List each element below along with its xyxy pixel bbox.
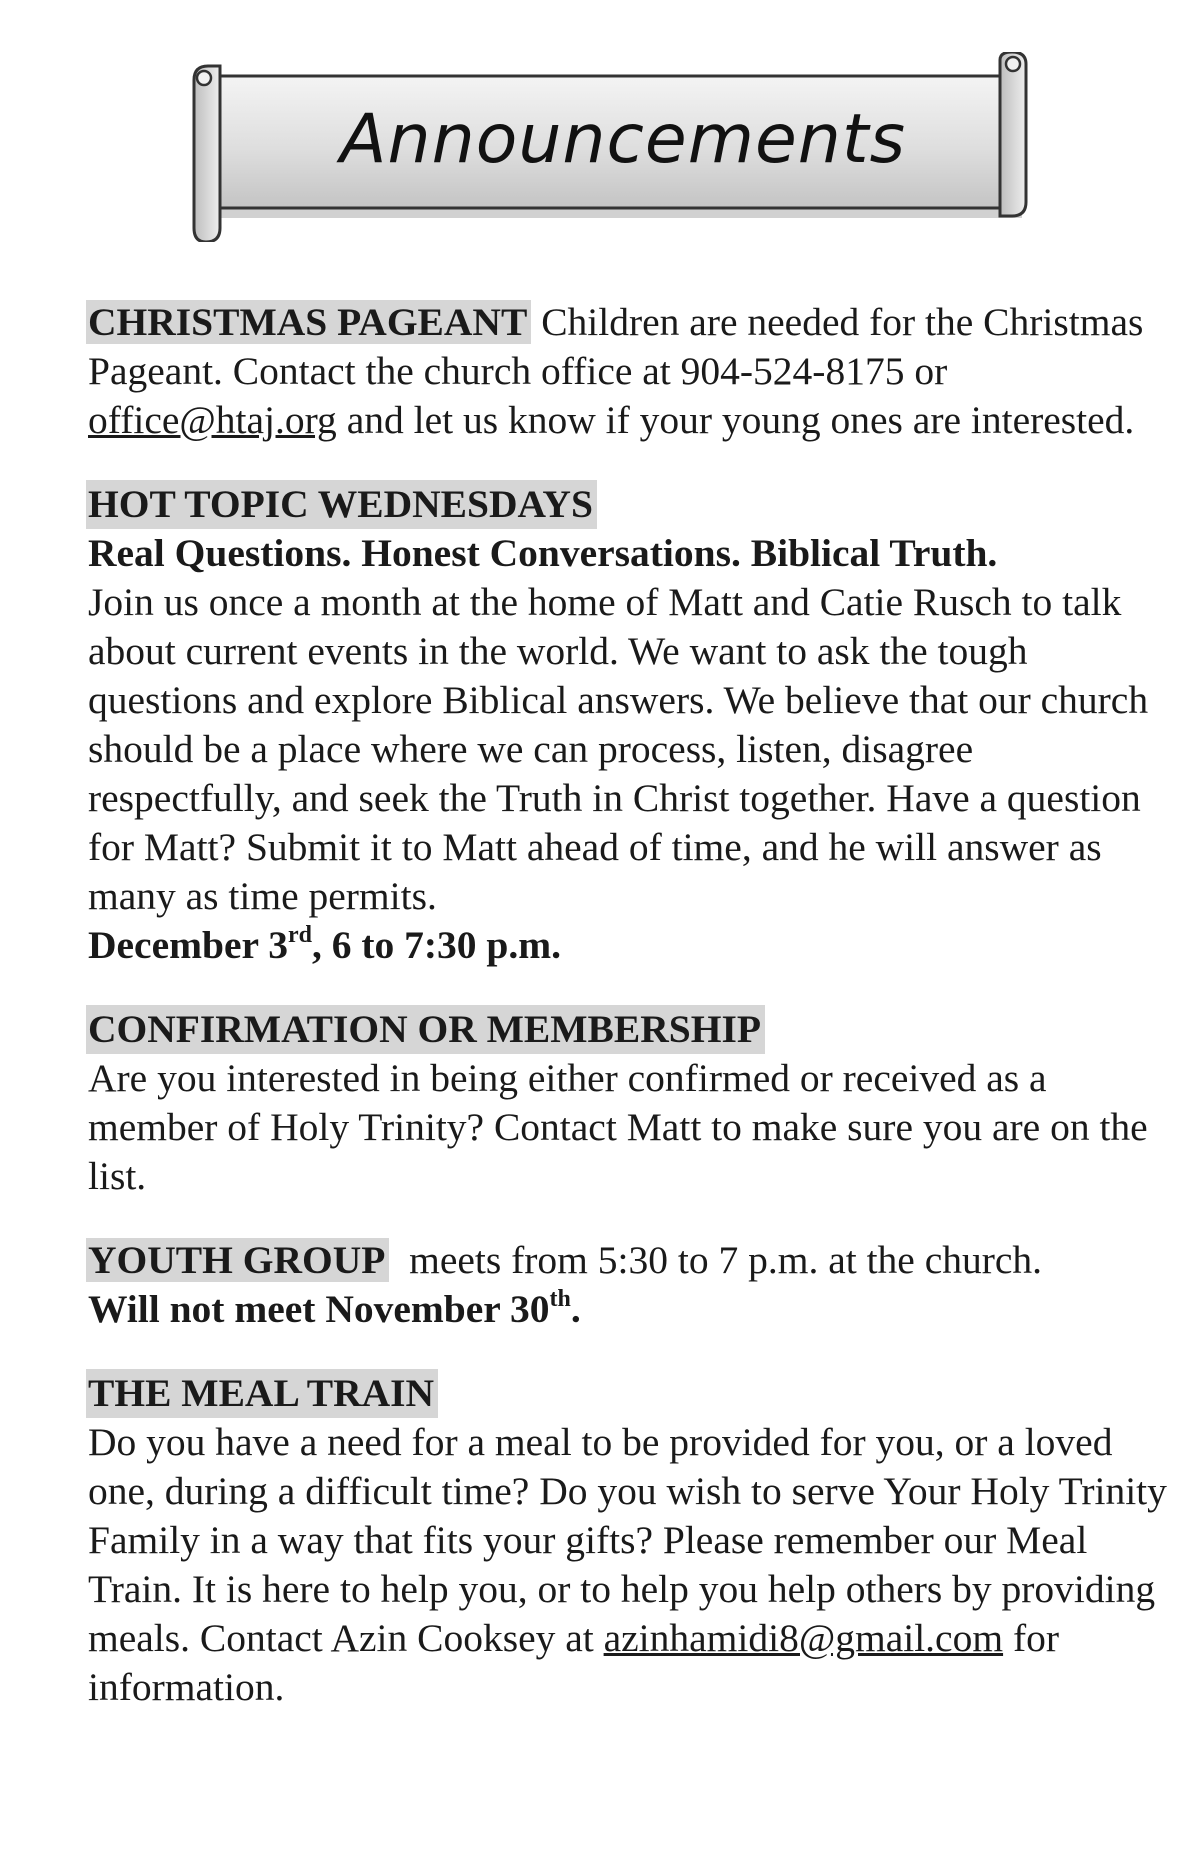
note-text: Will not meet November 30	[88, 1287, 550, 1331]
email-link-office[interactable]: office@htaj.org	[88, 398, 337, 442]
announcement-confirmation-membership	[88, 1005, 1168, 1201]
announcement-note	[88, 1285, 1168, 1334]
announcement-text: for information.	[88, 1616, 1060, 1709]
announcement-youth-group	[88, 1236, 1168, 1334]
announcement-tagline: Real Questions. Honest Conversations. Biblical Truth.	[88, 531, 998, 575]
announcement-text: Children are needed for the Christmas Pageant. Contact the church office at 904-524-8175 or	[88, 300, 1144, 393]
announcement-body: Are you interested in being either confirmed or received as a member of Holy Trinity? Contact Matt to make sure you are on the list.	[88, 1056, 1148, 1198]
announcement-heading: CONFIRMATION OR MEMBERSHIP	[86, 1005, 765, 1054]
note-punctuation: .	[570, 1287, 581, 1331]
announcement-heading: THE MEAL TRAIN	[86, 1369, 438, 1418]
announcement-meal-train	[88, 1369, 1168, 1712]
announcement-christmas-pageant	[88, 298, 1168, 445]
announcement-heading: HOT TOPIC WEDNESDAYS	[86, 480, 597, 529]
announcement-heading: YOUTH GROUP	[86, 1238, 389, 1282]
date-ordinal: rd	[287, 922, 312, 948]
announcements-list	[88, 298, 1168, 1747]
announcement-text: meets from 5:30 to 7 p.m. at the church.	[389, 1238, 1043, 1282]
announcement-hot-topic-wednesdays	[88, 480, 1168, 970]
announcement-date	[88, 921, 1168, 970]
announcement-body	[88, 1418, 1168, 1712]
date-time: , 6 to 7:30 p.m.	[311, 923, 562, 967]
announcement-body: Join us once a month at the home of Matt and Catie Rusch to talk about current events in the world. We want to ask the tough questions and explore Biblical answers. We believe that our church should be a place where we can process, listen, disagree respectfully, and seek the Truth in Christ together. Have a question for Matt? Submit it to Matt ahead of time, and he will answer as many as time permits.	[88, 580, 1149, 918]
announcement-text: Do you have a need for a meal to be provided for you, or a loved one, during a difficult time? Do you wish to serve Your Holy Trinity Family in a way that fits your gifts? Please remember our Meal Train. It is here to help you, or to help you help others by providing meals. Contact Azin Cooksey at	[88, 1420, 1167, 1660]
announcements-banner	[190, 52, 1030, 242]
note-ordinal: th	[549, 1286, 571, 1312]
announcement-heading: CHRISTMAS PAGEANT	[86, 300, 531, 344]
announcement-text: and let us know if your young ones are interested.	[336, 398, 1135, 442]
banner-title: Announcements	[340, 100, 906, 179]
date-text: December 3	[88, 923, 288, 967]
email-link-azin[interactable]: azinhamidi8@gmail.com	[603, 1616, 1004, 1660]
